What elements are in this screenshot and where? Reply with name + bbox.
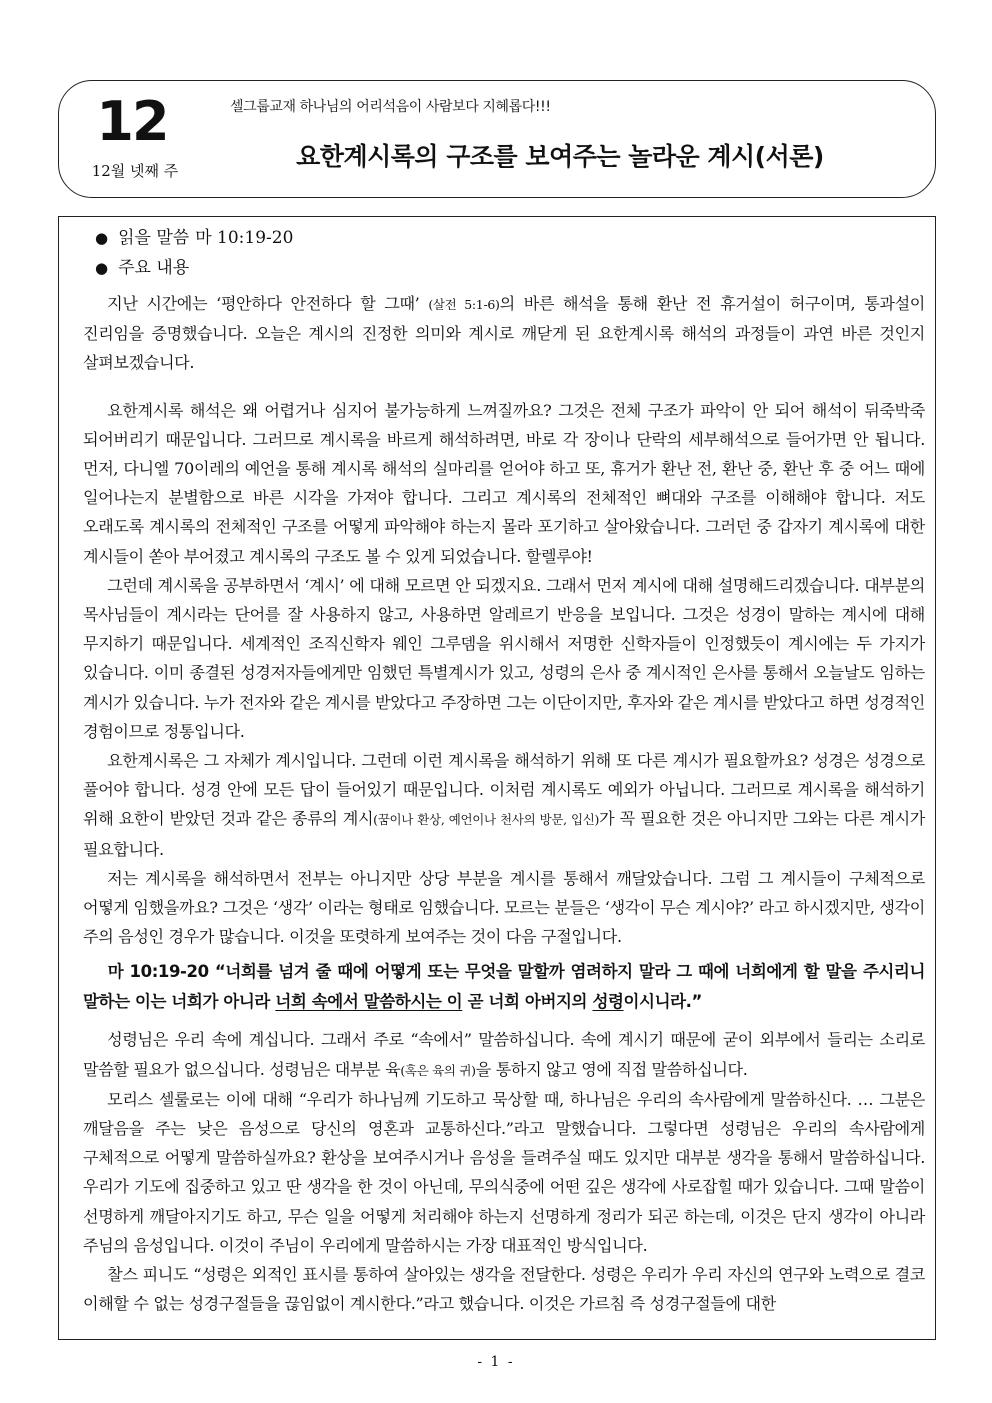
paragraph-gap [83,378,925,396]
scripture-underlined: 성령 [592,992,624,1012]
content-body [83,223,925,1319]
paragraph-text: 성령님은 우리 속에 계십니다. 그래서 주로 “속에서” 말씀하십니다. 속에 계시기 때문에 굳이 외부에서 들리는 소리로 말씀할 필요가 없으십니다. 성령님은 대부분 육 [83,1030,925,1079]
paragraph: 찰스 피니도 “성령은 외적인 표시를 통하여 살아있는 생각을 전달한다. 성령은 우리가 우리 자신의 연구와 노력으로 결코 이해할 수 없는 성경구절들을 끊임없이 계시한다.”라고 했습니다. 이것은 가르침 즉 성경구절들에 대한 [83,1265,925,1314]
paragraph [83,746,925,864]
paragraph-text: 을 통하지 않고 영에 직접 말씀하십니다. [475,1059,748,1079]
scripture-text: 곧 너희 아버지의 [462,992,593,1012]
reading-reference: 마 10:19-20 [195,228,294,248]
paragraph: 그런데 계시록을 공부하면서 ‘계시’ 에 대해 모르면 안 되겠지요. 그래서 먼저 계시에 대해 설명해드리겠습니다. 대부분의 목사님들이 계시라는 단어를 잘 사용하지 않고, 사용하면 알레르기 반응을 보입니다. 그것은 성경이 말하는 계시에 대해 무지하기 때문입니다. 세계적인 조직신학자 웨인 그루뎀을 위시해서 저명한 신학자들이 인정했듯이 계시에는 두 가지가 있습니다. 이미 종결된 성경저자들에게만 임했던 특별계시가 있고, 성령의 은사 중 계시적인 은사를 통해서 오늘날도 임하는 계시가 있습니다. 누가 전자와 같은 계시를 받았다고 주장하면 그는 이단이지만, 후자와 같은 계시를 받았다고 하면 성경적인 경험이므로 정통입니다. [83,575,925,741]
summary-label: 주요 내용 [118,258,190,278]
summary-row [83,253,925,283]
paragraph: 요한계시록 해석은 왜 어렵거나 심지어 불가능하게 느껴질까요? 그것은 전체 구조가 파악이 안 되어 해석이 뒤죽박죽 되어버리기 때문입니다. 그러므로 계시록을 바르게 해석하려면, 바로 각 장이나 단락의 세부해석으로 들어가면 안 됩니다. 먼저, 다니엘 70이레의 예언을 통해 계시록 해석의 실마리를 얻어야 하고 또, 휴거가 환난 전, 환난 중, 환난 후 중 어느 때에 일어나는지 분별함으로 바른 시각을 가져야 합니다. 그리고 계시록의 전체적인 뼈대와 구조를 이해해야 합니다. 저도 오래도록 계시록의 전체적인 구조를 어떻게 파악해야 하는지 몰라 포기하고 살아왔습니다. 그러던 중 갑자기 계시록에 대한 계시들이 쏟아 부어졌고 계시록의 구조도 볼 수 있게 되었습니다. 할렐루야! [83,400,925,566]
paragraph-text: 지난 시간에는 ‘평안하다 안전하다 할 그때’ [107,294,429,313]
paragraph-text: 의 바른 해석을 통해 환난 전 휴거설이 허구이며, 통과설이 진리임을 증명했습니다. 오늘은 계시의 진정한 의미와 계시로 깨닫게 된 요한계시록 해석의 과정들이 과연 바른 것인지 살펴보겠습니다. [83,294,925,373]
scripture-text: 마 10:19-20 “너희를 넘겨 줄 때에 어떻게 또는 무엇을 말할까 염려하지 말라 그 때에 너희에게 할 말을 주시리니 말하는 이는 너희가 아니라 [83,962,925,1012]
bullet-icon: ● [95,259,109,277]
scripture-underlined: 너희 속에서 말씀하시는 이 [275,992,463,1012]
paragraph-text: 요한계시록은 그 자체가 계시입니다. 그런데 이런 계시록을 해석하기 위해 또 다른 계시가 필요할까요? 성경은 성경으로 풀어야 합니다. 성경 안에 모든 답이 들어있기 때문입니다. 이처럼 계시록도 예외가 아닙니다. 그러므로 계시록을 해석하기 위해 요한이 받았던 것과 같은 종류의 계시 [83,751,925,829]
paragraph: 저는 계시록을 해석하면서 전부는 아니지만 상당 부분을 계시를 통해서 깨달았습니다. 그럼 그 계시들이 구체적으로 어떻게 임했을까요? 그것은 ‘생각’ 이라는 형태로 임했습니다. 모르는 분들은 ‘생각이 무슨 계시야?’ 라고 하시겠지만, 생각이 주의 음성인 경우가 많습니다. 이것을 또렷하게 보여주는 것이 다음 구절입니다. [83,868,925,947]
inline-note: (꿈이나 환상, 예언이나 천사의 방문, 입신) [373,812,600,828]
scripture-text: 이시니라.” [623,992,702,1012]
paragraph [83,1025,925,1084]
reading-row [83,223,925,253]
scripture-quote [83,957,925,1017]
inline-note: (혹은 육의 귀) [400,1062,476,1078]
paragraph-text: 가 꼭 필요한 것은 아니지만 그와는 다른 계시가 필요합니다. [83,809,925,859]
page-number: - 1 - [477,1354,515,1370]
page-title: 요한계시록의 구조를 보여주는 놀라운 계시(서론) [296,142,824,171]
reading-label: 읽을 말씀 [118,228,190,248]
series-label: 셀그룹교재 하나님의 어리석음이 사람보다 지혜롭다!!! [230,99,551,115]
inline-reference: (살전 5:1-6) [428,297,500,312]
content-box [58,216,936,1340]
bullet-icon: ● [95,229,109,247]
paragraph: 모리스 셀룰로는 이에 대해 “우리가 하나님께 기도하고 묵상할 때, 하나님은 우리의 속사람에게 말씀하신다. … 그분은 깨달음을 주는 낮은 음성으로 당신의 영혼과 교통하신다.”라고 말했습니다. 그렇다면 성령님은 우리의 속사람에게 구체적으로 어떻게 말씀하실까요? 환상을 보여주시거나 음성을 들려주실 때도 있지만 대부분 생각을 통해서 말씀하십니다. 우리가 기도에 집중하고 있고 딴 생각을 한 것이 아닌데, 무의식중에 어떤 깊은 생각에 사로잡힐 때가 있습니다. 그때 말씀이 선명하게 깨달아지기도 하고, 무슨 일을 어떻게 처리해야 하는지 선명하게 정리가 되곤 하는데, 이것은 단지 생각이 아니라 주님의 음성입니다. 이것이 주님이 우리에게 말씀하시는 가장 대표적인 방식입니다. [83,1089,925,1255]
paragraph-intro [83,289,925,378]
lesson-number: 12 [96,90,168,153]
lesson-week: 12월 넷째 주 [91,162,179,180]
